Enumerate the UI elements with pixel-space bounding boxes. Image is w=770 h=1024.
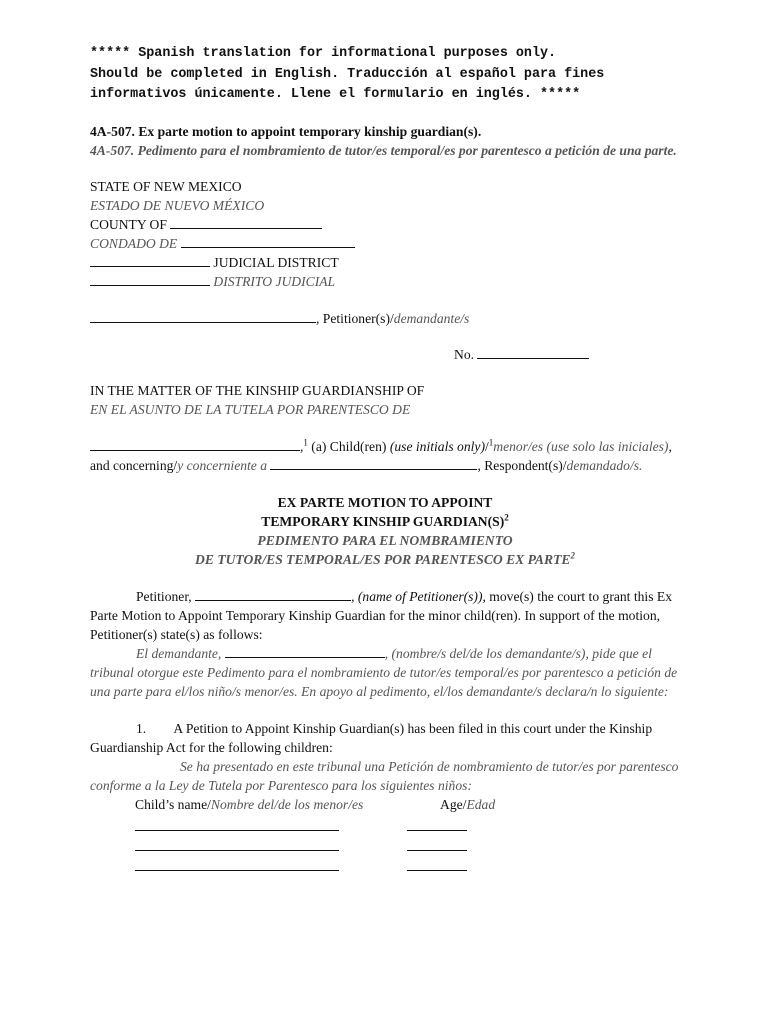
county-en-row [90,215,680,234]
case-number-blank[interactable] [477,345,589,359]
item-1-text-en: A Petition to Appoint Kinship Guardian(s) has been filed in this court under the Kinship Guardianship Act for the following children: [90,720,653,755]
respondent-en: , Respondent(s)/ [477,457,567,473]
case-caption [90,177,680,364]
county-es-row [90,234,680,253]
intro-en: Petitioner, , (name of Petitioner(s)), move(s) the court to grant this Ex Parte Motion to Appoint Temporary Kinship Guardian for the minor child(ren). In support of the motion, Petitioner(s) state(s) as follows: [90,588,673,642]
county-blank[interactable] [170,215,322,229]
minor-label-es: menor/es (use solo las iniciales) [493,438,669,454]
child-age-blank[interactable] [407,857,467,871]
child-name-header [135,795,363,814]
footnote-1-marker: 1 [303,436,308,447]
district-en-row [90,253,680,272]
intro-petitioner-en: Petitioner, [136,588,196,604]
initials-note-en: (use initials only) [389,438,485,454]
intro-petitioner-es: El demandante, [136,645,225,661]
item-1-number: 1. [136,720,147,736]
petitioner-label-es: demandante/s [393,310,470,326]
children-table-header [90,795,680,815]
children-initials-blank[interactable] [90,437,300,451]
heading-line2-en: TEMPORARY KINSHIP GUARDIAN(S) [261,513,505,529]
child-name-blank[interactable] [135,837,339,851]
respondent-es: demandado/s. [566,457,643,473]
petitioner-name-blank[interactable] [195,587,351,601]
matter-section [90,381,680,475]
respondent-blank[interactable] [270,456,477,470]
motion-heading [90,493,680,569]
petitioner-label-en: , Petitioner(s)/ [316,310,394,326]
intro-name-note-en: (name of Petitioner(s)) [357,588,483,604]
district-blank[interactable] [90,253,210,267]
heading-line2-es: DE TUTOR/ES TEMPORAL/ES POR PARENTESCO EX PARTE [195,551,571,567]
child-row [90,835,680,855]
county-es-label: CONDADO DE [90,235,181,251]
child-age-blank[interactable] [407,837,467,851]
heading-line1-es: PEDIMENTO PARA EL NOMBRAMIENTO [257,532,513,548]
age-header [440,795,495,814]
child-name-blank[interactable] [135,857,339,871]
footnote-2-marker-es: 2 [570,549,575,560]
petitioner-name-es-blank[interactable] [225,644,385,658]
petitioner-blank[interactable] [90,309,316,323]
item-1-en [90,719,680,757]
child-row [90,815,680,835]
state-es: ESTADO DE NUEVO MÉXICO [90,197,265,213]
matter-title-es: EN EL ASUNTO DE LA TUTELA POR PARENTESCO DE [90,401,411,417]
child-name-blank[interactable] [135,817,339,831]
child-age-blank[interactable] [407,817,467,831]
concerning-es: y concerniente a [177,457,271,473]
matter-parties: ,$^1$ (a) Child(ren) (use initials only)/$^1$menor/es (use solo las iniciales), and concerning/y concerniente a , Respondent(s)/demandado/s. [90,436,672,473]
matter-title-en: IN THE MATTER OF THE KINSHIP GUARDIANSHIP OF [90,382,425,398]
heading-line2-en-row [90,512,680,531]
heading-line1-en: EX PARTE MOTION TO APPOINT [277,494,493,510]
child-name-es: Nombre del/de los menor/es [210,796,364,812]
intro-rest-es: , (nombre/s del/de los demandante/s), pide que el tribunal otorgue este Pedimento para el nombramiento de tutor/es temporal/es por parentesco a petición de una parte para el/los niño/s menor/es. En apoyo al pedimento, el/los demandante/s declara/n lo siguiente: [90,645,678,699]
age-en: Age/ [440,796,467,812]
footnote-1-marker-es: 1 [488,436,494,447]
child-name-en: Child’s name/ [135,796,211,812]
district-en-label: JUDICIAL DISTRICT [210,254,339,270]
form-page [90,44,680,875]
case-number-label: No. [454,346,478,362]
district-es-blank[interactable] [90,272,210,286]
child-label-en: (a) Child(ren) [307,438,390,454]
item-1-text-es: Se ha presentado en este tribunal una Petición de nombramiento de tutor/es por parentesco conforme a la Ley de Tutela por Parentesco para los siguientes niños: [90,758,679,793]
intro-section [90,587,680,701]
child-row [90,855,680,875]
heading-line2-es-row [90,550,680,569]
district-es-label: DISTRITO JUDICIAL [210,273,336,289]
petitioner-row [90,309,680,328]
intro-rest-en: , move(s) the court to grant this Ex Parte Motion to Appoint Temporary Kinship Guardian for the minor child(ren). In support of the motion, Petitioner(s) state(s) as follows: [90,588,673,642]
case-number-row [90,345,680,364]
district-es-row [90,272,680,291]
county-en-label: COUNTY OF [90,216,171,232]
intro-es [90,644,680,701]
county-es-blank[interactable] [181,234,355,248]
form-title-es: 4A-507. Pedimento para el nombramiento de tutor/es temporal/es por parentesco a petición de una parte. [90,142,677,158]
item-1-section [90,719,680,875]
form-title-en: 4A-507. Ex parte motion to appoint temporary kinship guardian(s). [90,123,482,139]
concerning-en: , and concerning/ [90,438,672,473]
age-es: Edad [466,796,496,812]
footnote-2-marker: 2 [504,511,509,522]
slash: / [484,438,489,454]
translation-notice: ***** Spanish translation for informational purposes only. Should be completed in English. Traducción al español para fines informativos únicamente. Llene el formulario en inglés. ***** [90,46,605,102]
state-en: STATE OF NEW MEXICO [90,178,242,194]
